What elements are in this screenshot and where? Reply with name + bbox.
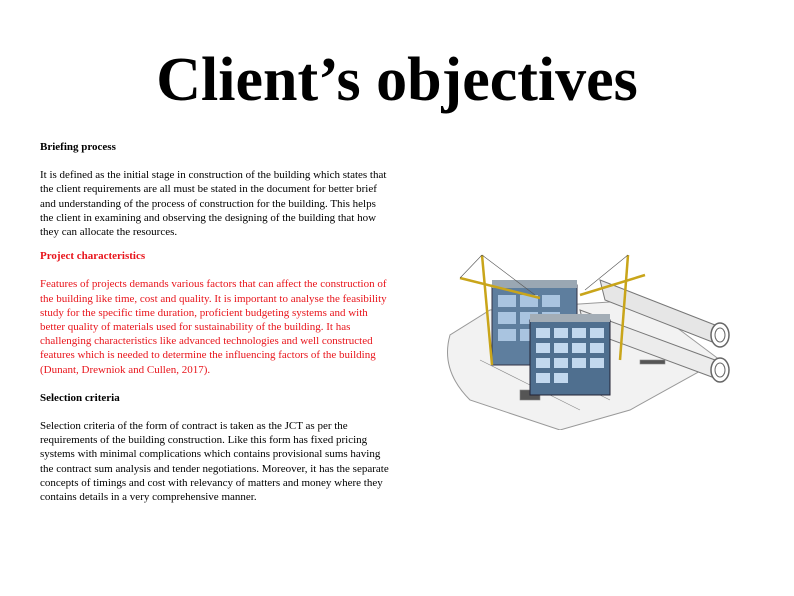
construction-buildings-icon — [430, 240, 735, 430]
section-heading-selection-criteria: Selection criteria — [40, 391, 120, 404]
section-body-briefing-process: It is defined as the initial stage in construction of the building which states that the client requirements are all must be stated in the document for better brief and understanding of the process of construction for the building. This helps the client in examining and observing the designing of the building that how they can allocate the resources. — [40, 169, 387, 239]
construction-illustration — [430, 240, 735, 430]
slide-title: Client’s objectives — [156, 46, 638, 114]
section-body-project-characteristics: Features of projects demands various factors that can affect the construction of the building like time, cost and quality. It is important to analyse the feasibility study for the specific time duration, proficient budgeting systems and with better quality of materials used for sustainability of the building. It has challenging characteristics like advanced technologies and well constructed features which is needed to determine the influencing factors of the building (Dunant, Drewniok and Cullen, 2017). — [40, 278, 387, 376]
section-body-selection-criteria: Selection criteria of the form of contract is taken as the JCT as per the requirements of the building construction. Like this form has fixed pricing systems with minimal complications which contains provisional sums having the contract sum analysis and tender negotiations. Moreover, it has the separate concepts of timings and cost with relevancy of matters and money where they contains details in a very comprehensive manner. — [40, 420, 389, 504]
section-heading-briefing-process: Briefing process — [40, 141, 116, 153]
slide-content — [40, 140, 390, 504]
section-heading-project-characteristics: Project characteristics — [40, 250, 146, 263]
